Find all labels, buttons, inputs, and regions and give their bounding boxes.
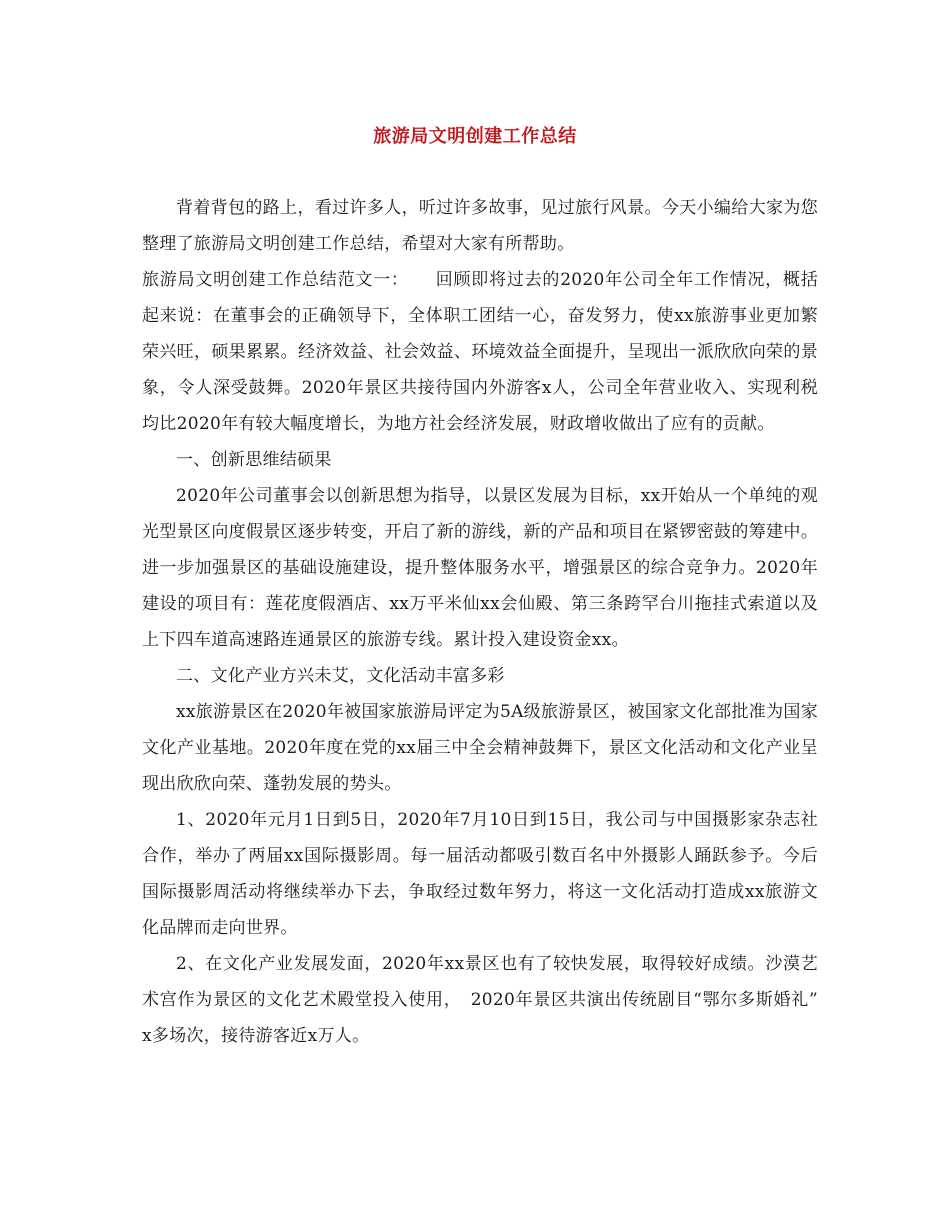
section-2-item-1: 1、2020年元月1日到5日，2020年7月10日到15日，我公司与中国摄影家杂志社合作，举办了两届xx国际摄影周。每一届活动都吸引数百名中外摄影人踊跃参予。今后国际摄影周活动将继续举办下去，争取经过数年努力，将这一文化活动打造成xx旅游文化品牌而走向世界。 (142, 810, 818, 938)
section-1-paragraph: 2020年公司董事会以创新思想为指导，以景区发展为目标，xx开始从一个单纯的观光型景区向度假景区逐步转变，开启了新的游线，新的产品和项目在紧锣密鼓的筹建中。进一步加强景区的基础设施建设，提升整体服务水平，增强景区的综合竞争力。2020年建设的项目有：莲花度假酒店、xx万平米仙xx会仙殿、第三条跨罕台川拖挂式索道以及上下四车道高速路连通景区的旅游专线。累计投入建设资金xx。 (142, 486, 818, 650)
document-title: 旅游局文明创建工作总结 (373, 126, 577, 147)
section-2-paragraph: xx旅游景区在2020年被国家旅游局评定为5A级旅游景区，被国家文化部批准为国家文化产业基地。2020年度在党的xx届三中全会精神鼓舞下，景区文化活动和文化产业呈现出欣欣向荣、蓬勃发展的势头。 (142, 702, 818, 794)
section-heading-1: 一、创新思维结硕果 (176, 450, 332, 470)
section-2-item-2: 2、在文化产业发展发面，2020年xx景区也有了较快发展，取得较好成绩。沙漠艺术宫作为景区的文化艺术殿堂投入使用， 2020年景区共演出传统剧目“鄂尔多斯婚礼” x多场次，接待游客近x万人。 (142, 954, 836, 1046)
intro-paragraph: 背着背包的路上，看过许多人，听过许多故事，见过旅行风景。今天小编给大家为您整理了旅游局文明创建工作总结，希望对大家有所帮助。 (142, 198, 818, 254)
document-body (142, 190, 836, 1054)
section-heading-2: 二、文化产业方兴未艾，文化活动丰富多彩 (176, 666, 505, 686)
summary-paragraph: 旅游局文明创建工作总结范文一： 回顾即将过去的2020年公司全年工作情况，概括起来说：在董事会的正确领导下，全体职工团结一心，奋发努力，使xx旅游事业更加繁荣兴旺，硕果累累。经济效益、社会效益、环境效益全面提升，呈现出一派欣欣向荣的景象，令人深受鼓舞。2020年景区共接待国内外游客x人，公司全年营业收入、实现利税均比2020年有较大幅度增长，为地方社会经济发展，财政增收做出了应有的贡献。 (142, 270, 818, 434)
